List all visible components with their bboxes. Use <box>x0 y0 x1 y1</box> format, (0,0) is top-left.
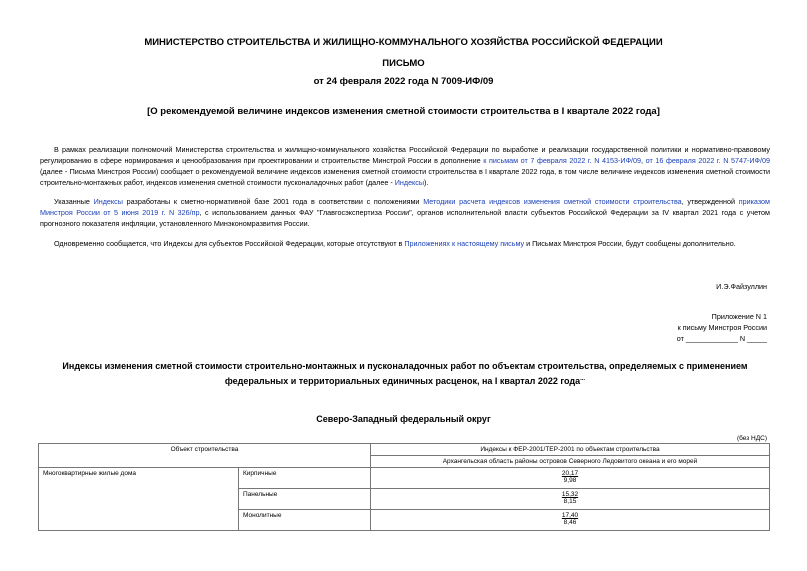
link-letters-feb7[interactable]: к письмам от 7 февраля 2022 г. N 4153-ИФ/09 <box>483 156 642 165</box>
table-row <box>39 468 770 489</box>
nds-note: (без НДС) <box>736 435 767 442</box>
link-appendices[interactable]: Приложениях к настоящему письму <box>404 239 525 248</box>
link-letter-feb16[interactable]: от 16 февраля 2022 г. N 5747-ИФ/09 <box>645 156 771 165</box>
appendix-title: Приложение N 1 <box>711 312 767 321</box>
ministry-title: МИНИСТЕРСТВО СТРОИТЕЛЬСТВА И ЖИЛИЩНО-КОММУНАЛЬНОГО ХОЗЯЙСТВА РОССИЙСКОЙ ФЕДЕРАЦИИ <box>144 37 663 48</box>
header-indexes: Индексы к ФЕР-2001/ТЕР-2001 по объектам строительства <box>371 444 770 456</box>
link-indexes-2[interactable]: Индексы <box>93 197 123 206</box>
doc-subject: [О рекомендуемой величине индексов изменения сметной стоимости строительства в I квартале 2022 года] <box>147 106 660 117</box>
paragraph-3: Одновременно сообщается, что Индексы для субъектов Российской Федерации, которые отсутствуют в Приложениях к настоящему письму и Письмах Минстроя России, будут сообщены дополнительно. <box>54 239 736 248</box>
building-type: Панельные <box>239 489 371 510</box>
index-table <box>38 443 770 531</box>
signature: И.Э.Файзуллин <box>716 282 767 291</box>
row-group-label: Многоквартирные жилые дома <box>39 468 239 531</box>
header-object: Объект строительства <box>39 444 371 468</box>
paragraph-2: Указанные Индексы разработаны к сметно-нормативной базе 2001 года в соответствии с положениями Методики расчета индексов изменения сметной стоимости строительства, утвержденной приказом Минстроя России от 5 июня 2019 г. N 326/пр, с использованием данных ФАУ "Главгосэкспертиза России", органов исполнительной власти субъектов Российской Федерации за IV квартал 2021 года с учетом прогнозного показателя инфляции, установленного Минэкономразвития России. <box>40 197 770 228</box>
region-title: Северо-Западный федеральный округ <box>316 414 491 424</box>
footnote-mark[interactable]: ... <box>580 376 586 382</box>
building-type: Монолитные <box>239 510 371 531</box>
doc-type: ПИСЬМО <box>382 58 425 69</box>
appendix-from-line: от _____________ N _____ <box>676 334 767 343</box>
index-cell: 15,32 8,15 <box>371 489 770 510</box>
table-heading: Индексы изменения сметной стоимости строительно-монтажных и пусконаладочных работ по объектам строительства, определяемых с применением федеральных и территориальных единичных расценок, на I квартал 2022 года... <box>62 361 748 386</box>
building-type: Кирпичные <box>239 468 371 489</box>
header-subregion: Архангельская область районы островов Северного Ледовитого океана и его морей <box>371 456 770 468</box>
index-cell: 17,40 8,46 <box>371 510 770 531</box>
link-indexes[interactable]: Индексы <box>394 178 425 187</box>
paragraph-1: В рамках реализации полномочий Министерства строительства и жилищно-коммунального хозяйства Российской Федерации по выработке и реализации государственной политики и нормативно-правовому регулированию в сфере нормирования и ценообразования при проектировании и строительстве Минстрой России в дополнение к письмам от 7 февраля 2022 г. N 4153-ИФ/09, от 16 февраля 2022 г. N 5747-ИФ/09 (далее - Письма Минстроя России) сообщает о рекомендуемой величине индексов изменения сметной стоимости строительства в I квартале 2022 года, в том числе величине индексов изменения сметной стоимости строительно-монтажных работ, индексов изменения сметной стоимости пусконаладочных работ (далее - Индексы). <box>40 145 771 187</box>
link-order-326[interactable]: приказом Минстроя России от 5 июня 2019 г. N 326/пр <box>40 197 770 217</box>
doc-date-number: от 24 февраля 2022 года N 7009-ИФ/09 <box>313 76 494 87</box>
index-cell: 20,17 9,98 <box>371 468 770 489</box>
link-methodology[interactable]: Методики расчета индексов изменения сметной стоимости строительства <box>423 197 682 206</box>
appendix-to-letter: к письму Минстроя России <box>677 323 767 332</box>
